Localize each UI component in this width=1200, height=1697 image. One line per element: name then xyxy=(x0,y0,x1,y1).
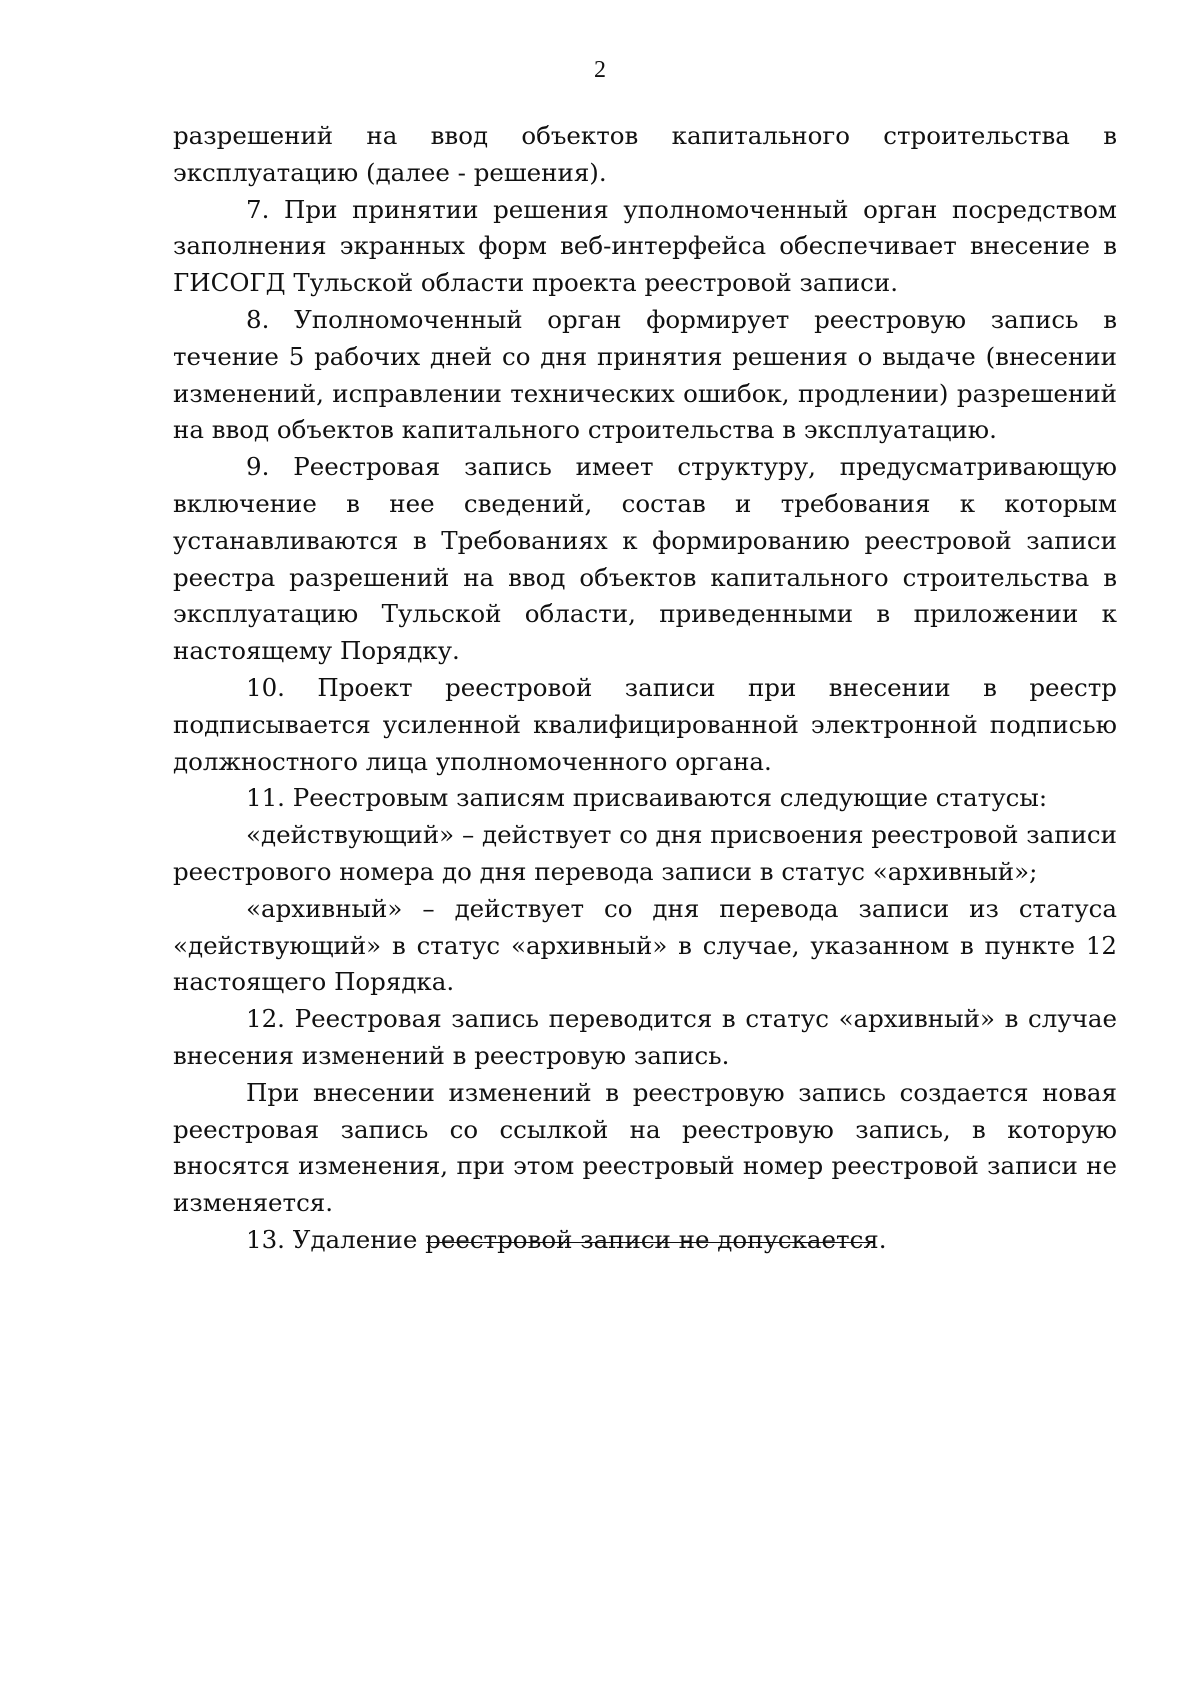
paragraph-item-11: 11. Реестровым записям присваиваются следующие статусы: xyxy=(246,783,1048,813)
paragraph-item-12: 12. Реестровая запись переводится в статус «архивный» в случае внесения изменений в реестровую запись. xyxy=(173,1004,1117,1070)
paragraph-status-archived: «архивный» – действует со дня перевода записи из статуса «действующий» в статус «архивный» в случае, указанном в пункте 12 настоящего Порядка. xyxy=(173,893,1117,997)
paragraph-item-10: 10. Проект реестровой записи при внесении в реестр подписывается усиленной квалифицированной электронной подписью должностного лица уполномоченного органа. xyxy=(173,672,1117,776)
paragraph-item-13: 13. Удаление реестровой записи не допускается. xyxy=(246,1224,887,1254)
paragraph-item-8: 8. Уполномоченный орган формирует реестровую запись в течение 5 рабочих дней со дня принятия решения о выдаче (внесении изменений, исправлении технических ошибок, продлении) разрешений на ввод объектов капитального строительства в эксплуатацию. xyxy=(173,304,1117,445)
paragraph-item-7: 7. При принятии решения уполномоченный орган посредством заполнения экранных форм веб-интерфейса обеспечивает внесение в ГИСОГД Тульской области проекта реестровой записи. xyxy=(173,194,1117,298)
paragraph-status-active: «действующий» – действует со дня присвоения реестровой записи реестрового номера до дня перевода записи в статус «архивный»; xyxy=(173,820,1117,886)
paragraph-item-12-changes: При внесении изменений в реестровую запись создается новая реестровая запись со ссылкой на реестровую запись, в которую вносятся изменения, при этом реестровый номер реестровой записи не изменяется. xyxy=(173,1077,1117,1218)
paragraph-continuation: разрешений на ввод объектов капитального строительства в эксплуатацию (далее - решения). xyxy=(173,121,1117,187)
page-number: 2 xyxy=(594,57,606,83)
closing-divider xyxy=(427,1242,875,1243)
paragraph-item-9: 9. Реестровая запись имеет структуру, предусматривающую включение в нее сведений, состав и требования к которым устанавливаются в Требованиях к формированию реестровой записи реестра разрешений на ввод объектов капитального строительства в эксплуатацию Тульской области, приведенными в приложении к настоящему Порядку. xyxy=(173,452,1117,666)
document-body xyxy=(173,118,1117,1259)
